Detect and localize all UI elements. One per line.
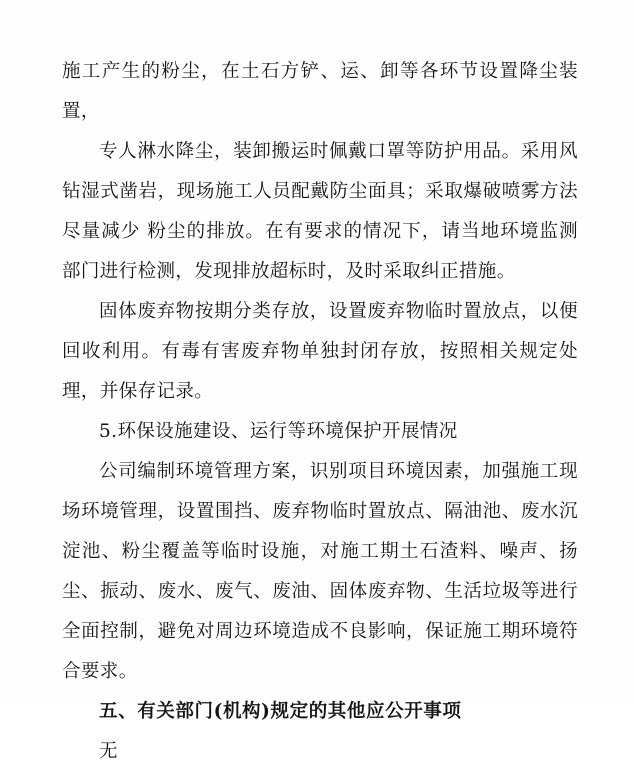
paragraph-solid-waste-management: 固体废弃物按期分类存放，设置废弃物临时置放点，以便回收利用。有毒有害废弃物单独封闭存放，按照相关规定处理，并保存记录。 — [62, 301, 578, 402]
document-body — [62, 52, 578, 772]
heading-section-five: 五、有关部门(机构)规定的其他应公开事项 — [99, 701, 462, 722]
paragraph-dust-control-measures: 专人淋水降尘，装卸搬运时佩戴口罩等防护用品。采用风钻湿式凿岩，现场施工人员配戴防尘面具；采取爆破喷雾方法尽量减少 粉尘的排放。在有要求的情况下，请当地环境监测部门进行检测，发现排放超标时，及时采取纠正措施。 — [62, 141, 578, 282]
paragraph-dust-control-intro: 施工产生的粉尘，在土石方铲、运、卸等各环节设置降尘装置， — [62, 61, 578, 122]
paragraph-environmental-management-plan: 公司编制环境管理方案，识别项目环境因素，加强施工现场环境管理，设置围挡、废弃物临时置放点、隔油池、废水沉淀池、粉尘覆盖等临时设施，对施工期土石渣料、噪声、扬尘、振动、废水、废气、废油、固体废弃物、生活垃圾等进行全面控制，避免对周边环境造成不良影响，保证施工期环境符合要求。 — [62, 461, 578, 682]
paragraph-section-five-content: 无 — [99, 741, 118, 762]
section-item-5-environmental-facilities: 5.环保设施建设、运行等环境保护开展情况 — [99, 421, 458, 442]
